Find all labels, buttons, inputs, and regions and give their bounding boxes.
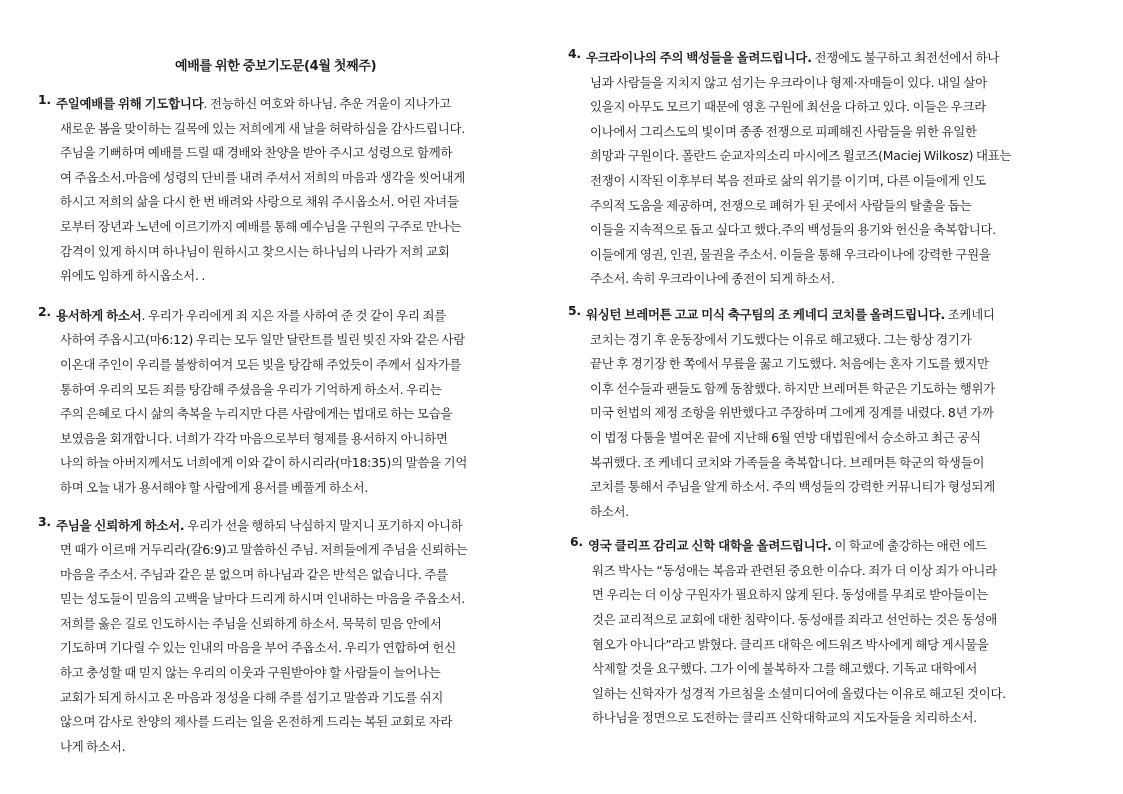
item-first-line bbox=[56, 304, 558, 329]
item-first-line-text: 전쟁에도 불구하고 최전선에서 하나 bbox=[811, 50, 1000, 65]
item-first-line-text: 조케네디 bbox=[944, 306, 995, 322]
prayer-item-6 bbox=[568, 534, 1088, 731]
item-line: 통하여 우리의 모든 죄를 탕감해 주셨음을 우리가 기억하게 하소서. 우리는 bbox=[60, 381, 442, 397]
item-line: 이 법정 다툼을 벌여온 끝에 지난해 6월 연방 대법원에서 승소하고 최근 공식 bbox=[590, 429, 981, 445]
document-title: 예배를 위한 중보기도문(4월 첫째주) bbox=[175, 59, 377, 74]
item-text bbox=[588, 534, 1088, 731]
item-line: 로부터 장년과 노년에 이르기까지 예배를 통해 예수님을 구원의 구주로 만나는 bbox=[60, 218, 462, 234]
item-first-line-text: 이 학교에 출강하는 애런 에드 bbox=[831, 538, 987, 554]
item-line: 보였음을 회개합니다. 너희가 각각 마음으로부터 형제를 용서하지 아니하면 bbox=[60, 430, 448, 446]
item-line: 사하여 주옵시고(마6:12) 우리는 모두 일만 달란트를 빌린 빚진 자와 같은 사람 bbox=[60, 332, 465, 348]
item-number: 2. bbox=[38, 303, 51, 319]
item-first-line bbox=[586, 46, 1088, 71]
item-line: 하며 오늘 내가 용서해야 할 사람에게 용서를 베풀게 하소서. bbox=[60, 479, 369, 495]
item-line: 이들에게 영권, 인권, 물권을 주소서. 이들을 통해 우크라이나에 강력한 구원을 bbox=[590, 246, 991, 262]
item-line: 새로운 봄을 맞이하는 길목에 있는 저희에게 새 날을 허락하심을 감사드립니다. bbox=[60, 120, 466, 136]
item-text bbox=[586, 46, 1088, 292]
item-line: 믿는 성도들이 믿음의 고백을 날마다 드리게 하시며 인내하는 마음을 주옵소서. bbox=[60, 591, 466, 607]
item-line: 나의 하늘 아버지께서도 너희에게 이와 같이 하시리라(마18:35)의 말씀을 기억 bbox=[60, 455, 468, 471]
item-line: 전쟁이 시작된 이후부터 복음 전파로 삶의 위기를 이기며, 다른 이들에게 인도 bbox=[590, 172, 986, 188]
item-line: 여 주옵소서.마음에 성령의 단비를 내려 주셔서 저희의 마음과 생각을 씻어내게 bbox=[60, 169, 466, 185]
item-first-line-text: . 우리가 우리에게 죄 지은 자를 사하여 준 것 같이 우리 죄를 bbox=[141, 307, 447, 323]
prayer-item-4 bbox=[568, 46, 1088, 292]
item-first-line-text: 우리가 선을 행하되 낙심하지 말지니 포기하지 아니하 bbox=[184, 517, 463, 533]
item-line: 혐오가 아니다”라고 밝혔다. 클리프 대학은 에드워즈 박사에게 해당 게시물을 bbox=[592, 636, 989, 652]
item-line: 주의 은혜로 다시 삶의 축복을 누리지만 다른 사람에게는 법대로 하는 모습을 bbox=[60, 406, 453, 422]
item-number: 4. bbox=[568, 46, 581, 61]
item-line: 복귀했다. 조 케네디 코치와 가족들을 축복합니다. 브레머튼 학군의 학생들이 bbox=[590, 454, 985, 470]
item-line: 저희를 옳은 길로 인도하시는 주님을 신뢰하게 하소서. 묵묵히 믿음 안에서 bbox=[60, 615, 442, 631]
item-line: 하고 충성할 때 믿지 않는 우리의 이웃과 구원받아야 할 사람들이 늘어나는 bbox=[60, 665, 441, 681]
item-line: 주님을 기뻐하며 예배를 드릴 때 경배와 찬양을 받아 주시고 성령으로 함께하 bbox=[60, 145, 453, 161]
item-line: 워즈 박사는 “동성애는 복음과 관련된 중요한 이슈다. 죄가 더 이상 죄가 아니라 bbox=[592, 562, 997, 578]
item-heading: 우크라이나의 주의 백성들을 올려드립니다. bbox=[586, 50, 812, 65]
item-line: 끝난 후 경기장 한 쪽에서 무릎을 꿇고 기도했다. 처음에는 혼자 기도를 했지만 bbox=[590, 356, 989, 372]
item-line: 희망과 구원이다. 폴란드 순교자의소리 마시에즈 윌코즈(Maciej Wilkosz) 대표는 bbox=[590, 148, 1012, 164]
item-heading: 워싱턴 브레머튼 고교 미식 축구팀의 조 케네디 코치를 올려드립니다. bbox=[586, 306, 945, 322]
item-line: 면 때가 이르매 거두리라(갈6:9)고 말씀하신 주님. 저희들에게 주님을 신뢰하는 bbox=[60, 542, 468, 558]
item-text bbox=[586, 303, 1088, 524]
item-number: 6. bbox=[570, 534, 583, 550]
item-line: 교회가 되게 하시고 온 마음과 정성을 다해 주를 섬기고 말씀과 기도를 쉬지 bbox=[60, 689, 444, 705]
item-line: 이들을 지속적으로 돕고 싶다고 했다.주의 백성들의 용기와 헌신을 축복합니다. bbox=[590, 222, 997, 238]
item-heading: 주님을 신뢰하게 하소서. bbox=[56, 517, 185, 533]
item-line: 나게 하소서. bbox=[60, 738, 126, 754]
left-column bbox=[38, 92, 558, 759]
item-line: 것은 교리적으로 교회에 대한 침략이다. 동성애를 죄라고 선언하는 것은 동성애 bbox=[592, 612, 998, 628]
item-line: 코치를 통해서 주님을 알게 하소서. 주의 백성들의 강력한 커뮤니티가 형성되게 bbox=[590, 479, 996, 495]
item-line: 하소서. bbox=[590, 503, 630, 519]
prayer-item-2 bbox=[38, 304, 558, 501]
item-line: 이온대 주인이 우리를 불쌍히여겨 모든 빚을 탕감해 주었듯이 주께서 십자가를 bbox=[60, 356, 462, 372]
prayer-item-1 bbox=[38, 92, 558, 289]
item-line: 주소서. 속히 우크라이나에 종전이 되게 하소서. bbox=[590, 271, 835, 287]
right-column bbox=[568, 46, 1088, 731]
item-number: 1. bbox=[38, 92, 51, 107]
item-line: 코치는 경기 후 운동장에서 기도했다는 이유로 해고됐다. 그는 항상 경기가 bbox=[590, 331, 972, 347]
item-number: 5. bbox=[568, 302, 581, 318]
item-line: 하나님을 정면으로 도전하는 클리프 신학대학교의 지도자들을 치리하소서. bbox=[592, 710, 978, 726]
item-line: 미국 헌법의 제정 조항을 위반했다고 주장하며 그에게 징계를 내렸다. 8년 가까 bbox=[590, 405, 994, 421]
item-line: 이후 선수들과 팬들도 함께 동참했다. 하지만 브레머튼 학군은 기도하는 행위가 bbox=[590, 380, 996, 396]
item-first-line bbox=[56, 514, 558, 539]
item-line: 님과 사람들을 지치지 않고 섬기는 우크라이나 형제·자매들이 있다. 내일 살아 bbox=[590, 74, 987, 90]
item-text bbox=[56, 304, 558, 501]
item-line: 감격이 있게 하시며 하나님이 원하시고 찾으시는 하나님의 나라가 저희 교회 bbox=[60, 243, 450, 259]
item-heading: 용서하게 하소서 bbox=[56, 307, 142, 323]
item-heading: 주일예배를 위해 기도합니다 bbox=[56, 96, 204, 111]
item-line: 않으며 감사로 찬양의 제사를 드리는 일을 온전하게 드리는 복된 교회로 자라 bbox=[60, 714, 453, 730]
item-line: 이나에서 그리스도의 빛이며 종종 전쟁으로 피폐해진 사람들을 위한 유일한 bbox=[590, 123, 977, 139]
item-line: 일하는 신학자가 성경적 가르침을 소셜미디어에 올렸다는 이유로 해고된 것이다. bbox=[592, 685, 1007, 701]
item-text bbox=[56, 514, 558, 760]
item-first-line bbox=[588, 534, 1088, 559]
item-first-line-text: . 전능하신 여호와 하나님. 추운 겨울이 지나가고 bbox=[203, 96, 451, 111]
item-line: 기도하며 기다릴 수 있는 인내의 마음을 부어 주옵소서. 우리가 연합하여 헌신 bbox=[60, 640, 456, 656]
item-number: 3. bbox=[38, 513, 51, 529]
prayer-item-5 bbox=[568, 303, 1088, 524]
item-line: 위에도 임하게 하시옵소서. . bbox=[60, 268, 206, 284]
item-line: 주의적 도움을 제공하며, 전쟁으로 폐허가 된 곳에서 사람들의 탈출을 돕는 bbox=[590, 197, 972, 213]
item-line: 있을지 아무도 모르기 때문에 영혼 구원에 최선을 다하고 있다. 이들은 우크라 bbox=[590, 99, 986, 115]
item-heading: 영국 클리프 감리교 신학 대학을 올려드립니다. bbox=[588, 538, 832, 554]
item-line: 마음을 주소서. 주님과 같은 분 없으며 하나님과 같은 반석은 없습니다. 주를 bbox=[60, 566, 448, 582]
prayer-item-3 bbox=[38, 514, 558, 760]
item-line: 면 우리는 더 이상 구원자가 필요하지 않게 된다. 동성애를 무죄로 받아들이는 bbox=[592, 587, 988, 603]
item-line: 하시고 저희의 삶을 다시 한 번 배려와 사랑으로 채워 주시옵소서. 어린 자녀들 bbox=[60, 194, 459, 210]
item-text bbox=[56, 92, 558, 289]
item-line: 삭제할 것을 요구했다. 그가 이에 불복하자 그를 해고했다. 기독교 대학에서 bbox=[592, 661, 978, 677]
item-first-line bbox=[56, 92, 558, 117]
item-first-line bbox=[586, 303, 1088, 328]
